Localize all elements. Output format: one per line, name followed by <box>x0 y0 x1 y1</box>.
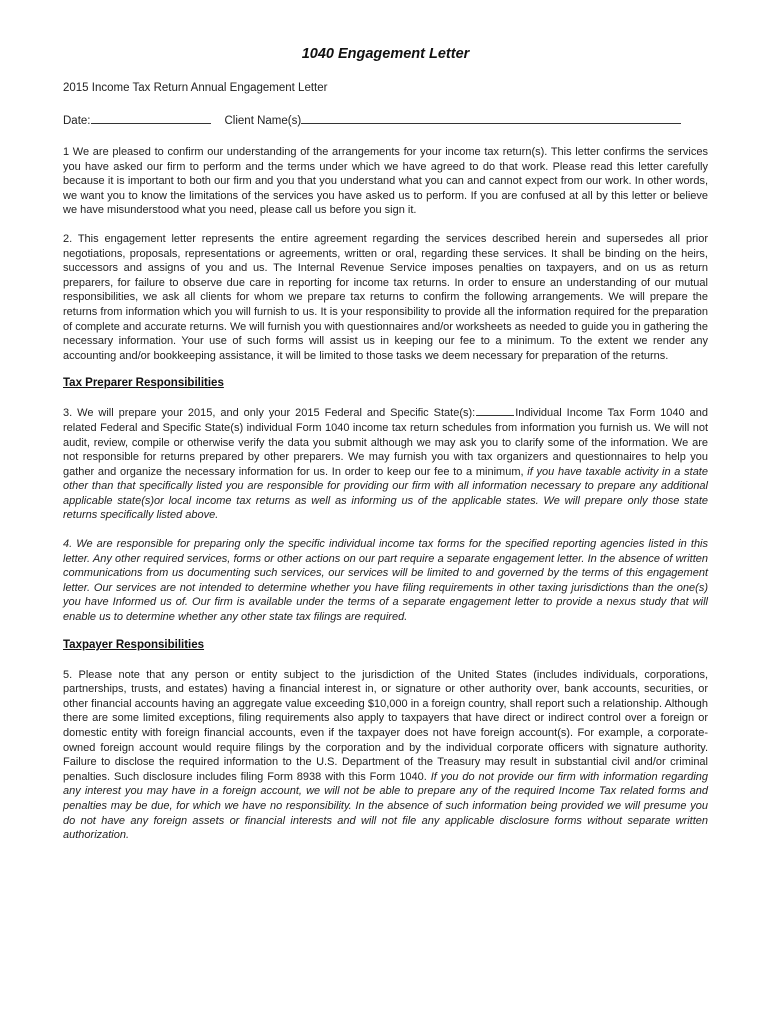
date-label: Date: <box>63 115 91 127</box>
client-name-label: Client Name(s) <box>224 115 302 127</box>
document-title: 1040 Engagement Letter <box>301 46 470 62</box>
paragraph-4: 4. We are responsible for preparing only the specific individual income tax forms for the specified reporting agencies listed in this letter. Any other required services, forms or other actions on our part require a separate engagement letter. In the absence of written communications from us documenting such services, our services will be limited to and governed by the terms of this engagement letter. Our services are not intended to determine whether you have filing requirements in other taxing jurisdictions than the one(s) you have Informed us of. Our firm is available under the terms of a separate engagement letter to provide a nexus study that will enable us to determine whether any other state tax filings are required. <box>63 538 708 624</box>
paragraph-5 <box>63 668 708 843</box>
paragraph-3-body: Individual Income Tax Form 1040 and related Federal and Specific State(s) individual Form 1040 income tax return schedules from information you furnish us. We will not audit, review, compile or otherwise verify the data you submit although we may ask you to clarify some of the information. We are not responsible for returns prepared by other preparers. We may furnish you with tax organizers and questionnaires to help you gather and organize the necessary information for us. In order to keep our fee to a minimum, <box>63 407 708 478</box>
paragraph-5-body: 5. Please note that any person or entity subject to the jurisdiction of the United States (includes individuals, corporations, partnerships, trusts, and estates) having a financial interest in, or signature or other authority over, bank accounts, securities, or other financial accounts having an aggregate value exceeding $10,000 in a foreign country, shall report such a relationship. Although there are some limited exceptions, filing requirements also apply to taxpayers that have direct or indirect control over a foreign or domestic entity with foreign financial accounts, even if the taxpayer does not have foreign account(s). For example, a corporate-owned foreign account would require filings by the corporation and by the individual corporate officers with signature authority. Failure to disclose the required information to the U.S. Department of the Treasury may result in substantial civil and/or criminal penalties. Such disclosure includes filing Form 8938 with this Form 1040. <box>63 668 708 783</box>
state-blank-field[interactable] <box>476 406 514 416</box>
paragraph-3 <box>63 406 708 523</box>
paragraph-1: 1 We are pleased to confirm our understanding of the arrangements for your income tax return(s). This letter confirms the services you have asked our firm to perform and the terms under which we have agreed to do that work. Please read this letter carefully because it is important to both our firm and you that you understand what you can and cannot expect from our work. In other words, we want you to know the limitations of the services you have asked us to perform. If you are confused at all by this letter or believe we have misunderstood what you need, please call us before you sign it. <box>63 146 708 217</box>
client-name-blank-field[interactable] <box>301 112 681 124</box>
heading-tax-preparer-responsibilities: Tax Preparer Responsibilities <box>63 377 224 390</box>
paragraph-3-italic: if you have taxable activity in a state other than that specifically listed you are responsible for providing our firm with all information necessary to prepare any additional applicable state(s)or local income tax returns as well as informing us of the applicable states. We will prepare only those state returns specifically listed above. <box>63 465 708 522</box>
document-subtitle: 2015 Income Tax Return Annual Engagement Letter <box>63 82 328 94</box>
paragraph-3-intro: 3. We will prepare your 2015, and only your 2015 Federal and Specific State(s): <box>63 407 476 420</box>
date-client-line <box>63 112 708 127</box>
letter-page <box>63 46 708 857</box>
heading-taxpayer-responsibilities: Taxpayer Responsibilities <box>63 638 205 651</box>
paragraph-2: 2. This engagement letter represents the entire agreement regarding the services described herein and supersedes all prior negotiations, proposals, representations or agreements, written or oral, regarding these services. It shall be binding on the heirs, successors and assigns of you and us. The Internal Revenue Service imposes penalties on taxpayers, and on us as return preparers, for failure to observe due care in reporting for income tax returns. In order to ensure an understanding of our mutual responsibilities, we ask all clients for whom we prepare tax returns to confirm the following arrangements. We will prepare the returns from information which you will furnish to us. It is your responsibility to provide all the information required for the preparation of complete and accurate returns. We will furnish you with questionnaires and/or worksheets as needed to guide you in gathering the necessary information. Your use of such forms will assist us in keeping our fee to a minimum. To the extent we render any accounting and/or bookkeeping assistance, it will be limited to those tasks we deem necessary for preparation of the returns. <box>63 232 708 362</box>
date-blank-field[interactable] <box>91 112 211 124</box>
paragraph-5-italic: If you do not provide our firm with information regarding any interest you may have in a foreign account, we will not be able to prepare any of the required Income Tax related forms and penalties may be due, for which we have no responsibility. In the absence of such information being provided we will presume you do not have any foreign assets or financial interests and will not file any applicable disclosure forms without separate written authorization. <box>63 770 708 842</box>
